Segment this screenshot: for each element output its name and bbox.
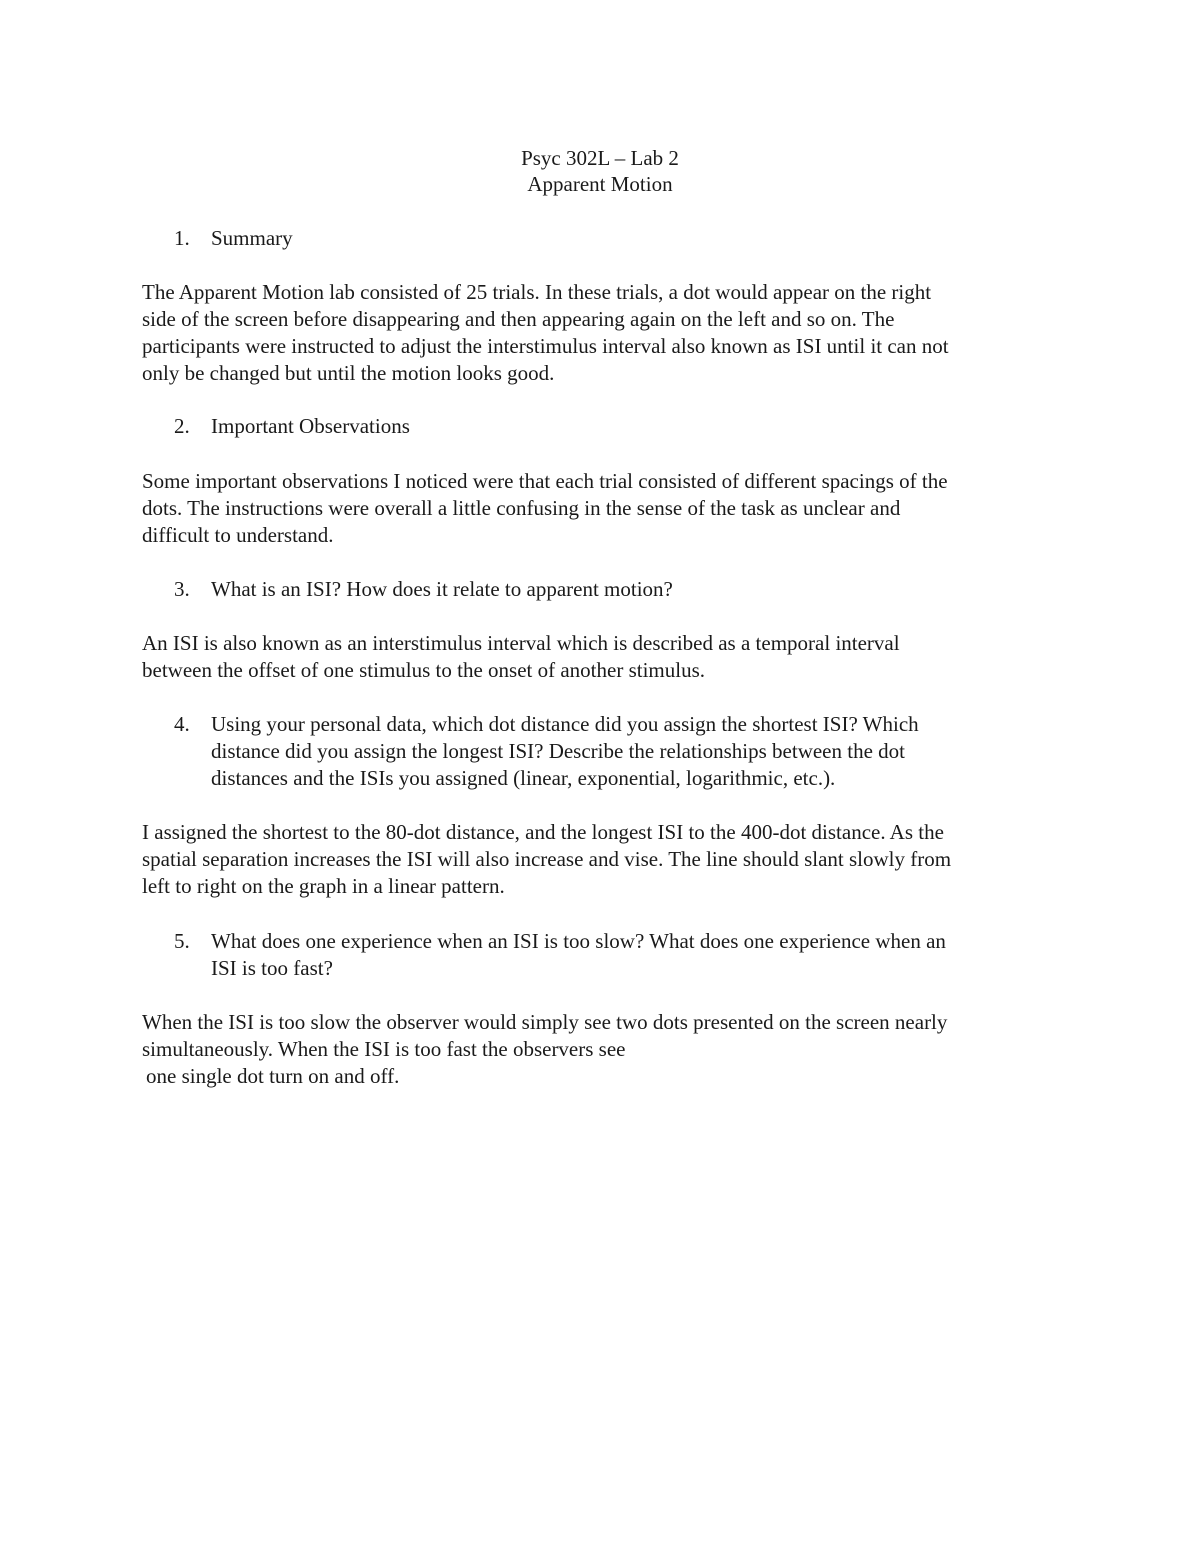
paragraph-line: side of the screen before disappearing and then appearing again on the left and so on. The (142, 307, 895, 331)
paragraph-line: dots. The instructions were overall a little confusing in the sense of the task as unclear and (142, 496, 901, 520)
section-heading-text: Summary (211, 226, 293, 250)
section-number: 2. (174, 414, 190, 438)
paragraph-line: only be changed but until the motion looks good. (142, 361, 555, 385)
document-title: Psyc 302L – Lab 2 (521, 146, 679, 170)
section-number: 5. (174, 929, 190, 953)
paragraph-line: An ISI is also known as an interstimulus interval which is described as a temporal interval (142, 631, 900, 655)
document-subtitle: Apparent Motion (527, 172, 673, 196)
summary-paragraph (142, 279, 1062, 387)
heading-line: distances and the ISIs you assigned (linear, exponential, logarithmic, etc.). (211, 766, 836, 790)
paragraph-line: difficult to understand. (142, 523, 334, 547)
observations-paragraph (142, 468, 1062, 549)
section-heading-text (211, 711, 1054, 792)
section-heading-personal-data-question (174, 711, 1054, 792)
section-heading-text (211, 928, 1054, 982)
section-heading-observations (174, 413, 1054, 440)
section-heading-isi-question (174, 576, 1054, 603)
paragraph-line: Some important observations I noticed were that each trial consisted of different spacings of the (142, 469, 948, 493)
paragraph-line: left to right on the graph in a linear pattern. (142, 874, 505, 898)
paragraph-line: When the ISI is too slow the observer would simply see two dots presented on the screen nearly (142, 1010, 948, 1034)
section-number: 4. (174, 712, 190, 736)
isi-answer-paragraph (142, 630, 1062, 684)
section-heading-isi-speed-question (174, 928, 1054, 982)
personal-data-answer-paragraph (142, 819, 1062, 900)
heading-line: distance did you assign the longest ISI? Describe the relationships between the dot (211, 739, 905, 763)
paragraph-line: participants were instructed to adjust the interstimulus interval also known as ISI until it can not (142, 334, 949, 358)
paragraph-line: The Apparent Motion lab consisted of 25 trials. In these trials, a dot would appear on the right (142, 280, 932, 304)
isi-speed-answer-paragraph (142, 1009, 1062, 1090)
section-heading-text: Important Observations (211, 414, 410, 438)
paragraph-line: simultaneously. When the ISI is too fast the observers see (142, 1037, 626, 1061)
heading-line: ISI is too fast? (211, 956, 333, 980)
section-number: 1. (174, 226, 190, 250)
paragraph-line: between the offset of one stimulus to the onset of another stimulus. (142, 658, 706, 682)
paragraph-line: one single dot turn on and off. (146, 1064, 400, 1088)
section-heading-summary (174, 225, 1054, 252)
paragraph-line: spatial separation increases the ISI will also increase and vise. The line should slant slowly from (142, 847, 952, 871)
paragraph-line: I assigned the shortest to the 80-dot distance, and the longest ISI to the 400-dot distance. As the (142, 820, 944, 844)
heading-line: Using your personal data, which dot distance did you assign the shortest ISI? Which (211, 712, 919, 736)
section-number: 3. (174, 577, 190, 601)
section-heading-text: What is an ISI? How does it relate to apparent motion? (211, 577, 673, 601)
heading-line: What does one experience when an ISI is too slow? What does one experience when an (211, 929, 946, 953)
